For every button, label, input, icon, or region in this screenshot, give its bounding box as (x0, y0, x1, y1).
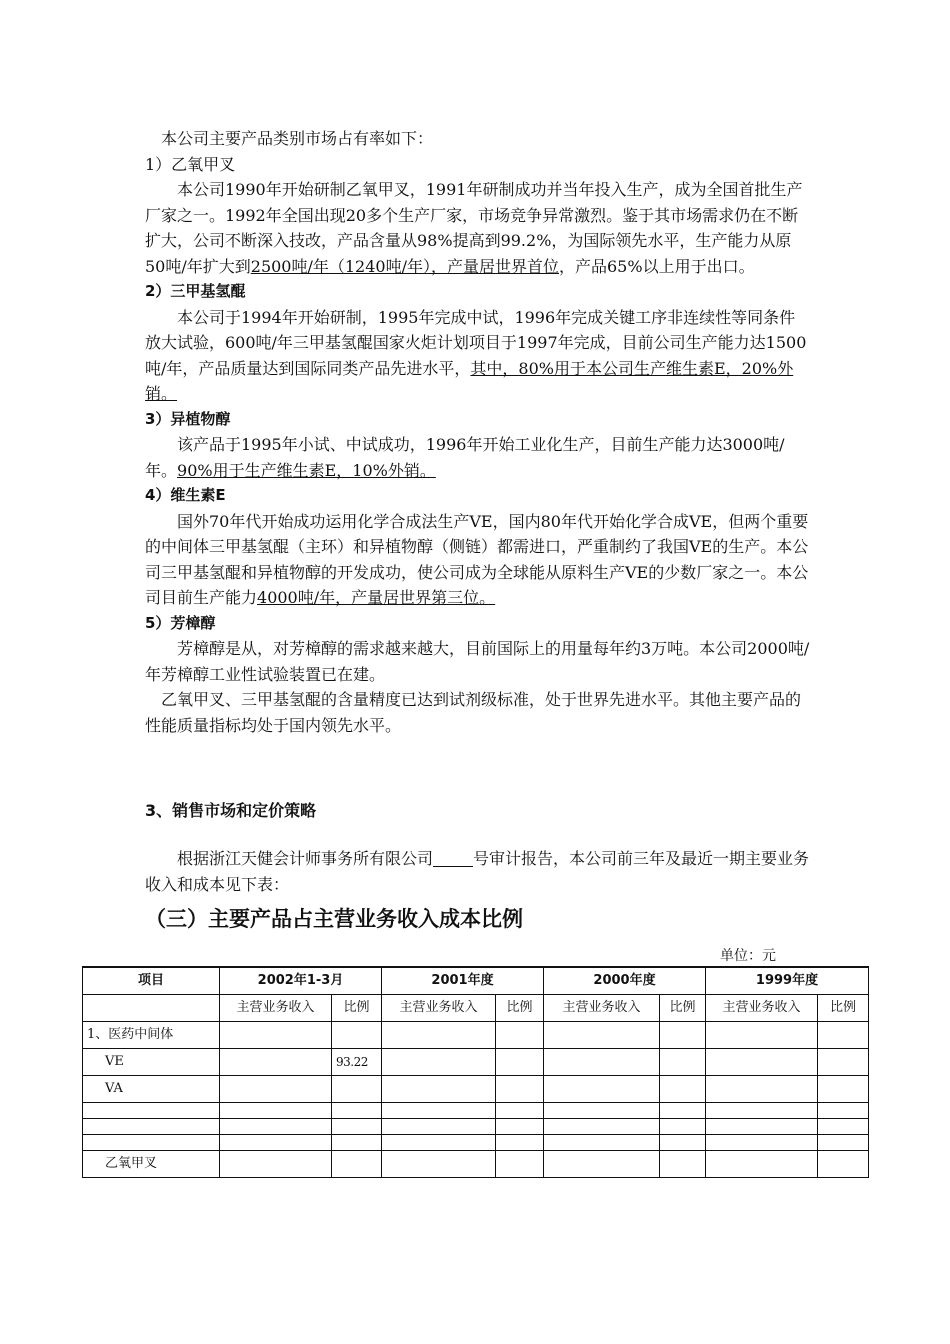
header-period-2: 2001年度 (382, 967, 544, 995)
header-period-4: 1999年度 (706, 967, 869, 995)
product-para-3: 该产品于1995年小试、中试成功，1996年开始工业化生产，目前生产能力达3000吨/年。90%用于生产维生素E，10%外销。 (145, 435, 785, 480)
table-row: VA (83, 1076, 869, 1103)
sub-ratio-4: 比例 (818, 995, 869, 1022)
product-heading-3: 3）异植物醇 (145, 409, 231, 428)
sub-income-3: 主营业务收入 (544, 995, 660, 1022)
header-item: 项目 (83, 967, 220, 995)
sub-income-1: 主营业务收入 (220, 995, 332, 1022)
product-para-5: 芳樟醇是从，对芳樟醇的需求越来越大，目前国际上的用量每年约3万吨。本公司2000吨/年芳樟醇工业性试验装置已在建。 (145, 639, 810, 684)
table-row: 1、医药中间体 (83, 1022, 869, 1049)
table-row (83, 1103, 869, 1119)
header-period-3: 2000年度 (544, 967, 706, 995)
table-row (83, 1135, 869, 1151)
sub-ratio-1: 比例 (332, 995, 382, 1022)
product-heading-1: 1）乙氧甲叉 (145, 154, 236, 174)
sub-income-2: 主营业务收入 (382, 995, 496, 1022)
revenue-cost-table (82, 966, 869, 1178)
table-row: 乙氧甲叉 (83, 1151, 869, 1178)
product-para-1: 本公司1990年开始研制乙氧甲叉，1991年研制成功并当年投入生产，成为全国首批生产厂家之一。1992年全国出现20多个生产厂家，市场竞争异常激烈。鉴于其市场需求仍在不断扩大，公司不断深入技改，产品含量从98%提高到99.2%，为国际领先水平，生产能力从原50吨/年扩大到2500吨/年（1240吨/年），产量居世界首位，产品65%以上用于出口。 (145, 180, 803, 276)
table-header-row (83, 967, 869, 995)
header-period-1: 2002年1-3月 (220, 967, 382, 995)
sub-income-4: 主营业务收入 (706, 995, 818, 1022)
product-heading-5: 5）芳樟醇 (145, 613, 216, 632)
table-title: （三）主要产品占主营业务收入成本比例 (145, 907, 523, 931)
market-share-section (145, 126, 810, 738)
blank-underline (433, 850, 473, 867)
product-heading-2: 2）三甲基氢醌 (145, 282, 246, 300)
table-subheader-row (83, 995, 869, 1022)
product-heading-4: 4）维生素E (145, 486, 226, 504)
product-para-2: 本公司于1994年开始研制，1995年完成中试，1996年完成关键工序非连续性等同条件放大试验，600吨/年三甲基氢醌国家火炬计划项目于1997年完成，目前公司生产能力达1500吨/年，产品质量达到国际同类产品先进水平，其中，80%用于本公司生产维生素E，20%外销。 (145, 307, 807, 403)
unit-label: 单位：元 (720, 948, 776, 964)
section-3-para: 根据浙江天健会计师事务所有限公司 号审计报告，本公司前三年及最近一期主要业务收入和成本见下表： (145, 849, 810, 894)
product-para-4: 国外70年代开始成功运用化学合成法生产VE，国内80年代开始化学合成VE，但两个重要的中间体三甲基氢醌（主环）和异植物醇（侧链）都需进口，严重制约了我国VE的生产。本公司三甲基氢醌和异植物醇的开发成功，使公司成为全球能从原料生产VE的少数厂家之一。本公司目前生产能力4000吨/年，产量居世界第三位。 (145, 511, 809, 607)
section-3-title: 3、销售市场和定价策略 (145, 801, 317, 820)
closing-para: 乙氧甲叉、三甲基氢醌的含量精度已达到试剂级标准，处于世界先进水平。其他主要产品的性能质量指标均处于国内领先水平。 (145, 690, 802, 735)
table-row (83, 1119, 869, 1135)
table-row: VE 93.22 (83, 1049, 869, 1076)
sub-ratio-3: 比例 (660, 995, 706, 1022)
sub-ratio-2: 比例 (496, 995, 544, 1022)
intro-text: 本公司主要产品类别市场占有率如下： (161, 129, 434, 148)
